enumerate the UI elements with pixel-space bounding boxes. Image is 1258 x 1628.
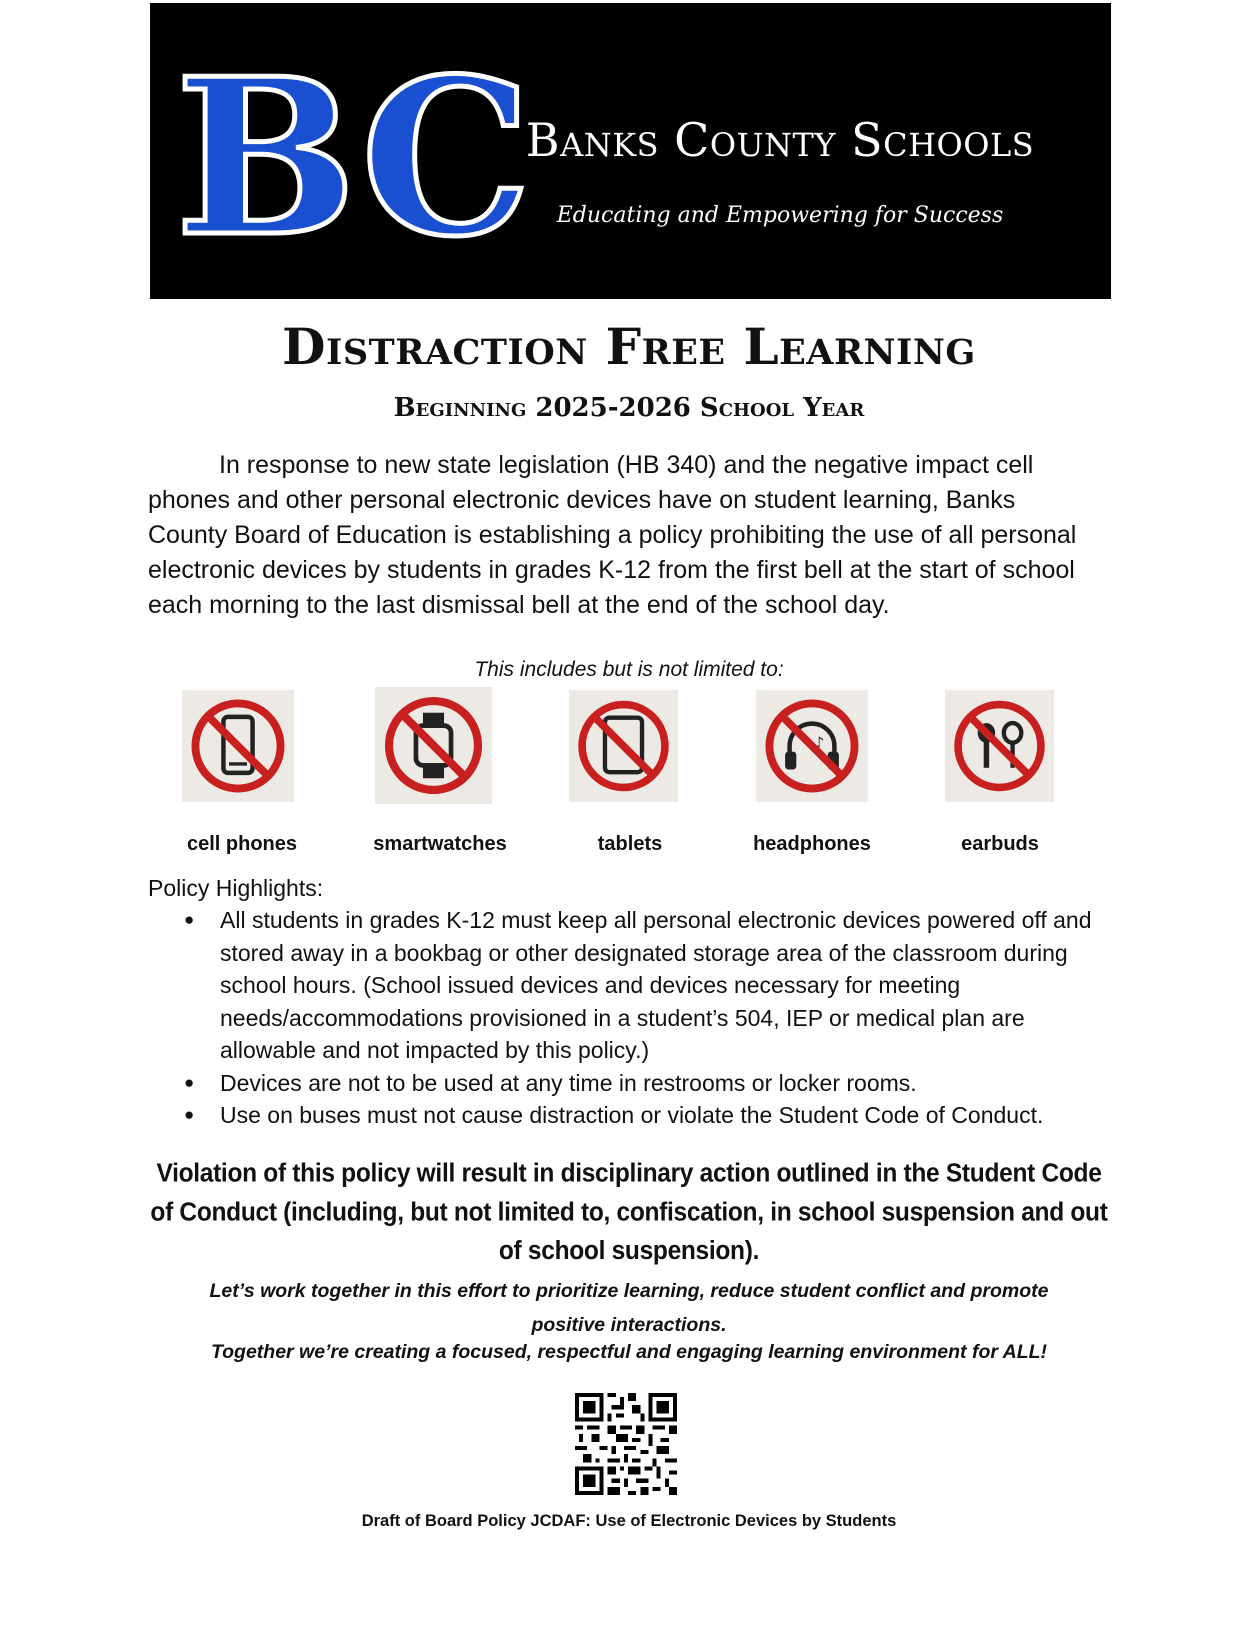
policy-highlights-list [148,904,1108,1132]
list-item: ● Use on buses must not cause distraction or violate the Student Code of Conduct. [148,1099,1108,1132]
list-item: ● All students in grades K-12 must keep all personal electronic devices powered off and stored away in a bookbag or other designated storage area of the classroom during school hours. (School issued devices and devices necessary for meeting needs/accommodations provisioned in a student’s 504, IEP or medical plan are allowable and not impacted by this policy.) [148,904,1108,1067]
no-tablet-icon [569,690,678,802]
no-smartwatch-icon [375,687,492,804]
no-earbuds-icon [945,690,1054,802]
qr-code[interactable] [575,1393,677,1495]
page-subtitle: Beginning 2025-2026 School Year [393,393,865,423]
violation-notice: Violation of this policy will result in disciplinary action outlined in the Student Code of Conduct (including, but not limited to, confiscation, in school suspension and out of school suspension). [150,1159,1108,1266]
includes-label: This includes but is not limited to: [474,658,784,681]
header-banner [150,3,1111,299]
intro-paragraph: In response to new state legislation (HB 340) and the negative impact cell phones and other personal electronic devices have on student learning, Banks County Board of Education is establishing a policy prohibiting the use of all personal electronic devices by students in grades K-12 from the first bell at the start of school each morning to the last dismissal bell at the end of the school day. [148,451,1077,619]
banks-county-logo [175,31,532,284]
svg-text:BC: BC [175,31,532,284]
footer-policy-reference: Draft of Board Policy JCDAF: Use of Electronic Devices by Students [361,1512,897,1530]
device-label-earbuds: earbuds [961,833,1039,855]
together-message: Let’s work together in this effort to prioritize learning, reduce student conflict and promote positive interactions. [209,1280,1049,1336]
svg-text:♪: ♪ [814,733,825,753]
policy-highlights-heading: Policy Highlights: [148,875,324,901]
school-name: Banks County Schools [525,113,1035,167]
no-cell-phone-icon [182,690,294,802]
school-tagline: Educating and Empowering for Success [556,203,1004,228]
no-headphones-icon [756,690,868,802]
device-label-tablets: tablets [597,833,663,855]
device-label-cell-phones: cell phones [186,833,298,855]
together-tagline: Together we’re creating a focused, respectful and engaging learning environment for ALL! [210,1341,1048,1363]
device-label-smartwatches: smartwatches [373,833,507,855]
page-title: Distraction Free Learning [282,317,976,376]
list-item: ● Devices are not to be used at any time in restrooms or locker rooms. [148,1067,1108,1100]
device-label-headphones: headphones [753,833,871,855]
